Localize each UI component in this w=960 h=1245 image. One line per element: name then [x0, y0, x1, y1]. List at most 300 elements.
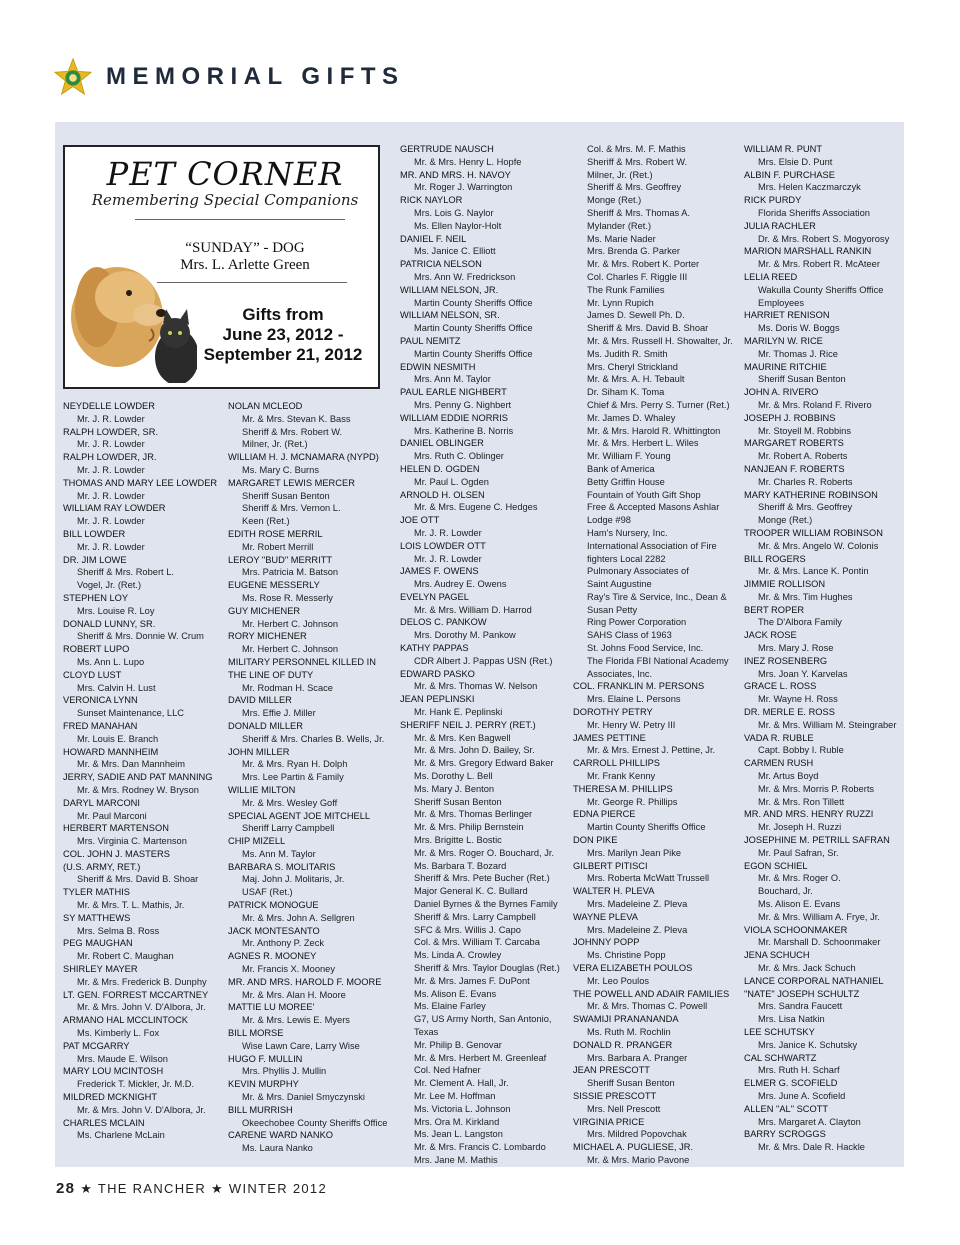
donor-name: Mr. & Mrs. Philip Bernstein	[414, 822, 524, 833]
honoree-name: INEZ ROSENBERG	[744, 655, 828, 666]
honoree-name: GILBERT PITISCI	[573, 860, 648, 871]
donor-name: Ms. Victoria L. Johnson	[414, 1103, 511, 1114]
honoree-name: MARION MARSHALL RANKIN	[744, 246, 872, 257]
donor-name: Free & Accepted Masons Ashlar	[587, 502, 720, 513]
donor-name: Mr. Robert C. Maughan	[77, 951, 174, 962]
donor-name: Mrs. Madeleine Z. Pleva	[587, 899, 688, 910]
honoree-name: CHARLES MCLAIN	[63, 1117, 145, 1128]
honoree-name: FRED MANAHAN	[63, 720, 138, 731]
honoree-name: EGON SCHIEL	[744, 860, 808, 871]
donor-name: Ms. Alison E. Evans	[758, 899, 841, 910]
honoree-name: DANIEL OBLINGER	[400, 438, 484, 449]
donor-name: Mrs. Brenda G. Parker	[587, 246, 680, 257]
donor-name: Wise Lawn Care, Larry Wise	[242, 1040, 360, 1051]
memorial-gifts-panel	[55, 122, 904, 1167]
donor-name: Mr. James D. Whaley	[587, 412, 676, 423]
donor-name: Mr. & Mrs. Roland F. Rivero	[758, 399, 872, 410]
donor-name: Sheriff & Mrs. Robert W.	[587, 156, 688, 167]
donor-name: Col. Ned Hafner	[414, 1065, 481, 1076]
honoree-name: WILLIAM EDDIE NORRIS	[400, 412, 508, 423]
honoree-name: PATRICIA NELSON	[400, 259, 482, 270]
donor-name: Sheriff & Mrs. Robert W.	[242, 426, 343, 437]
honoree-name: DAVID MILLER	[228, 695, 292, 706]
honoree-name: VADA R. RUBLE	[744, 732, 814, 743]
honoree-name: DANIEL F. NEIL	[400, 233, 467, 244]
honoree-name: MARY KATHERINE ROBINSON	[744, 489, 878, 500]
honoree-name: LELIA REED	[744, 271, 798, 282]
donor-name: Mr. & Mrs. Francis C. Lombardo	[414, 1142, 546, 1153]
honoree-name: JERRY, SADIE AND PAT MANNING	[63, 772, 213, 783]
donor-name: Ms. Mary C. Burns	[242, 464, 319, 475]
donor-name: Ms. Ruth M. Rochlin	[587, 1026, 671, 1037]
donor-name: St. Johns Food Service, Inc.	[587, 643, 704, 654]
honoree-name: SPECIAL AGENT JOE MITCHELL	[228, 810, 371, 821]
star-separator-icon: ★	[211, 1181, 224, 1196]
honoree-name: THOMAS AND MARY LEE LOWDER	[63, 477, 218, 488]
honoree-name: MARILYN W. RICE	[744, 335, 823, 346]
honoree-name: JACK ROSE	[744, 630, 797, 641]
donor-name: Florida Sheriffs Association	[758, 207, 870, 218]
donor-name: Mr. & Mrs. Dale R. Hackle	[758, 1142, 865, 1153]
honoree-name: JEAN PEPLINSKI	[400, 694, 475, 705]
honoree-name: PAUL NEMITZ	[400, 335, 461, 346]
honoree-name: LOIS LOWDER OTT	[400, 540, 486, 551]
donor-name: Mrs. Elaine L. Persons	[587, 694, 681, 705]
donor-name: Mr. Herbert C. Johnson	[242, 618, 339, 629]
donor-name: Saint Augustine	[587, 579, 652, 590]
donor-name: fighters Local 2282	[587, 553, 666, 564]
donor-name: Mr. & Mrs. Stevan K. Bass	[242, 413, 351, 424]
honoree-name: SISSIE PRESCOTT	[573, 1090, 657, 1101]
donor-name: Mr. Herbert C. Johnson	[242, 644, 339, 655]
honoree-name: JOE OTT	[400, 515, 440, 526]
honoree-name: CLOYD LUST	[63, 669, 122, 680]
honoree-name: RICK NAYLOR	[400, 195, 463, 206]
donor-name: Mr. & Mrs. John V. D'Albora, Jr.	[77, 1002, 206, 1013]
donor-name: Milner, Jr. (Ret.)	[242, 439, 308, 450]
donor-name: Mr. & Mrs. Frederick B. Dunphy	[77, 976, 207, 987]
honoree-name: JIMMIE ROLLISON	[744, 579, 826, 590]
donor-name: Mr. & Mrs. Herbert L. Wiles	[587, 438, 699, 449]
honoree-name: TROOPER WILLIAM ROBINSON	[744, 527, 883, 538]
donor-name: Mr. & Mrs. Ernest J. Pettine, Jr.	[587, 745, 716, 756]
pet-corner-gift-dates	[193, 305, 373, 365]
donor-name: Mr. & Mrs. Robert R. McAteer	[758, 259, 880, 270]
honoree-name: JENA SCHUCH	[744, 950, 810, 961]
honoree-name: HARRIET RENISON	[744, 310, 830, 321]
donor-name: Mr. J. R. Lowder	[77, 439, 145, 450]
donor-name: Mrs. Maude E. Wilson	[77, 1053, 168, 1064]
donor-name: Sheriff & Mrs. Pete Bucher (Ret.)	[414, 873, 550, 884]
donor-name: Mrs. Ruth H. Scharf	[758, 1065, 840, 1076]
donor-name: Mrs. Lisa Natkin	[758, 1014, 825, 1025]
memorial-column-3	[400, 143, 560, 1167]
honoree-name: SHERIFF NEIL J. PERRY (RET.)	[400, 719, 536, 730]
honoree-name: JULIA RACHLER	[744, 220, 816, 231]
donor-name: Betty Griffin House	[587, 476, 665, 487]
donor-name: Ms. Dorothy L. Bell	[414, 771, 493, 782]
donor-name: Ham's Nursery, Inc.	[587, 527, 668, 538]
donor-name: Mrs. Effie J. Miller	[242, 708, 316, 719]
honoree-name: BERT ROPER	[744, 604, 805, 615]
donor-name: Mr. & Mrs. Harold R. Whittington	[587, 425, 721, 436]
honoree-name: ARNOLD H. OLSEN	[400, 489, 485, 500]
honoree-name: VIRGINIA PRICE	[573, 1116, 645, 1127]
donor-name: The Runk Families	[587, 284, 665, 295]
donor-name: Mr. & Mrs. William D. Harrod	[414, 604, 532, 615]
honoree-name: WILLIE MILTON	[228, 784, 296, 795]
issue-name: WINTER 2012	[228, 1181, 327, 1196]
honoree-name: DR. JIM LOWE	[63, 554, 127, 565]
donor-name: Mrs. Madeleine Z. Pleva	[587, 924, 688, 935]
donor-name: Mr. & Mrs. Thomas Berlinger	[414, 809, 533, 820]
donor-name: Sheriff & Mrs. Thomas A.	[587, 207, 690, 218]
donor-name: Susan Petty	[587, 604, 638, 615]
donor-name: Mr. Charles R. Roberts	[758, 476, 853, 487]
donor-name: Monge (Ret.)	[758, 515, 813, 526]
honoree-name: BARRY SCROGGS	[744, 1129, 826, 1140]
donor-name: Mr. Clement A. Hall, Jr.	[414, 1078, 509, 1089]
honoree-name: JOHN A. RIVERO	[744, 387, 819, 398]
donor-name: Mr. & Mrs. Mario Pavone	[587, 1154, 690, 1165]
donor-name: Ms. Alison E. Evans	[414, 988, 497, 999]
honoree-name: ALLEN "AL" SCOTT	[744, 1103, 829, 1114]
donor-name: Sheriff & Mrs. Larry Campbell	[414, 911, 536, 922]
donor-name: Ray's Tire & Service, Inc., Dean &	[587, 591, 727, 602]
honoree-name: JAMES PETTINE	[573, 732, 646, 743]
honoree-name: ALBIN F. PURCHASE	[744, 169, 835, 180]
donor-name: Mrs. Cheryl Strickland	[587, 361, 678, 372]
dog-and-cat-illustration	[67, 237, 197, 383]
donor-name: Pulmonary Associates of	[587, 566, 689, 577]
donor-name: Mr. & Mrs. Thomas C. Powell	[587, 1001, 708, 1012]
donor-name: Mrs. Dorothy M. Pankow	[414, 630, 516, 641]
donor-name: Ms. Ann L. Lupo	[77, 656, 145, 667]
donor-name: Mr. & Mrs. Herbert M. Greenleaf	[414, 1052, 547, 1063]
donor-name: Mr. & Mrs. Alan H. Moore	[242, 989, 346, 1000]
donor-name: Fountain of Youth Gift Shop	[587, 489, 701, 500]
donor-name: Lodge #98	[587, 515, 631, 526]
honoree-name: JOHNNY POPP	[573, 937, 640, 948]
donor-name: Col. & Mrs. M. F. Mathis	[587, 144, 686, 154]
donor-name: Ms. Janice C. Elliott	[414, 246, 496, 257]
donor-name: Bouchard, Jr.	[758, 886, 813, 897]
donor-name: Mrs. Margaret A. Clayton	[758, 1116, 861, 1127]
honoree-name: EUGENE MESSERLY	[228, 580, 320, 591]
donor-name: Sheriff & Mrs. David B. Shoar	[587, 323, 709, 334]
donor-name: Associates, Inc.	[587, 668, 653, 679]
memorial-column-4	[573, 143, 733, 1167]
donor-name: Mr. & Mrs. William M. Steingraber	[758, 719, 897, 730]
honoree-name: WILLIAM NELSON, SR.	[400, 310, 500, 321]
donor-name: Mr. Robert A. Roberts	[758, 451, 848, 462]
honoree-name: NOLAN MCLEOD	[228, 401, 303, 411]
donor-name: Mr. Thomas J. Rice	[758, 348, 838, 359]
honoree-name: JOSEPH J. ROBBINS	[744, 412, 836, 423]
donor-name: G7, US Army North, San Antonio,	[414, 1014, 552, 1025]
honoree-name: WILLIAM RAY LOWDER	[63, 503, 166, 514]
honoree-name: LEROY "BUD" MERRITT	[228, 554, 333, 565]
honoree-name: MR. AND MRS. HAROLD F. MOORE	[228, 976, 382, 987]
honoree-name: KATHY PAPPAS	[400, 643, 469, 654]
donor-name: Mr. & Mrs. Wesley Goff	[242, 797, 338, 808]
donor-name: Mrs. Jane M. Mathis	[414, 1154, 498, 1165]
honoree-name: MR. AND MRS. HENRY RUZZI	[744, 809, 874, 820]
donor-name: Mr. & Mrs. Ken Bagwell	[414, 732, 511, 743]
donor-name: Ms. Christine Popp	[587, 950, 666, 961]
honoree-name: ELMER G. SCOFIELD	[744, 1078, 838, 1089]
donor-name: Ms. Charlene McLain	[77, 1130, 165, 1141]
donor-name: International Association of Fire	[587, 540, 717, 551]
honoree-name: WILLIAM NELSON, JR.	[400, 284, 499, 295]
pet-corner-subtitle: Remembering Special Companions	[91, 191, 359, 209]
donor-name: Mr. & Mrs. Dan Mannheim	[77, 759, 185, 770]
donor-name: Daniel Byrnes & the Byrnes Family	[414, 899, 558, 910]
honoree-name: GRACE L. ROSS	[744, 681, 817, 692]
donor-name: Mr. Louis E. Branch	[77, 733, 159, 744]
honoree-name: "NATE" JOSEPH SCHULTZ	[744, 988, 860, 999]
donor-name: Ms. Judith R. Smith	[587, 348, 668, 359]
honoree-name: PEG MAUGHAN	[63, 938, 133, 949]
honoree-name: MARY LOU MCINTOSH	[63, 1066, 164, 1077]
honoree-name: JACK MONTESANTO	[228, 925, 320, 936]
donor-name: Ms. Marie Nader	[587, 233, 656, 244]
honoree-name: VERA ELIZABETH POULOS	[573, 963, 693, 973]
donor-name: Mr. Frank Kenny	[587, 771, 656, 782]
honoree-name: HOWARD MANNHEIM	[63, 746, 159, 757]
honoree-name: BILL ROGERS	[744, 553, 806, 564]
honoree-name: RALPH LOWDER, SR.	[63, 426, 159, 437]
honoree-name: GERTRUDE NAUSCH	[400, 144, 494, 154]
gifts-line-3: September 21, 2012	[203, 345, 363, 364]
honoree-name: RICK PURDY	[744, 195, 802, 206]
honoree-name: HERBERT MARTENSON	[63, 823, 169, 834]
donor-name: Mr. J. R. Lowder	[77, 541, 145, 552]
donor-name: Mr. & Mrs. James F. DuPont	[414, 975, 530, 986]
honoree-name: MILITARY PERSONNEL KILLED IN	[228, 656, 376, 667]
donor-name: Mrs. Nell Prescott	[587, 1103, 661, 1114]
donor-name: Mrs. June A. Scofield	[758, 1090, 846, 1101]
donor-name: Dr. Siham K. Toma	[587, 387, 665, 398]
donor-name: Martin County Sheriffs Office	[414, 297, 533, 308]
donor-name: Wakulla County Sheriffs Office	[758, 284, 884, 295]
donor-name: Mr. & Mrs. Daniel Smyczynski	[242, 1092, 365, 1103]
donor-name: Mr. & Mrs. John A. Sellgren	[242, 912, 355, 923]
donor-name: Bank of America	[587, 463, 655, 474]
donor-name: Mrs. Patricia M. Batson	[242, 567, 339, 578]
donor-name: Frederick T. Mickler, Jr. M.D.	[77, 1079, 195, 1090]
memorial-column-1	[63, 400, 217, 1142]
donor-name: Mrs. Virginia C. Martenson	[77, 836, 187, 847]
donor-name: Mr. Paul L. Ogden	[414, 476, 489, 487]
donor-name: Mr. Artus Boyd	[758, 771, 819, 782]
honoree-name: AGNES R. MOONEY	[228, 951, 317, 962]
donor-name: Chief & Mrs. Perry S. Turner (Ret.)	[587, 399, 730, 410]
honoree-name: MARGARET ROBERTS	[744, 438, 844, 449]
honoree-name: VERONICA LYNN	[63, 695, 138, 706]
donor-name: Mrs. Elsie D. Punt	[758, 156, 833, 167]
donor-name: Mr. & Mrs. Tim Hughes	[758, 591, 853, 602]
donor-name: Monge (Ret.)	[587, 195, 642, 206]
donor-name: Mr. & Mrs. Thomas W. Nelson	[414, 681, 538, 692]
donor-name: Mrs. Louise R. Loy	[77, 605, 155, 616]
donor-name: Mr. & Mrs. Lewis E. Myers	[242, 1015, 350, 1026]
honoree-name: GUY MICHENER	[228, 605, 301, 616]
donor-name: Mrs. Selma B. Ross	[77, 925, 160, 936]
honoree-name: BILL MURRISH	[228, 1104, 293, 1115]
donor-name: Mylander (Ret.)	[587, 220, 652, 231]
donor-name: Mrs. Lee Partin & Family	[242, 772, 344, 783]
donor-name: Major General K. C. Bullard	[414, 886, 528, 897]
donor-name: Mr. J. R. Lowder	[77, 490, 145, 501]
donor-name: Keen (Ret.)	[242, 516, 290, 527]
honoree-name: BARBARA S. MOLITARIS	[228, 861, 336, 872]
donor-name: Mr. & Mrs. Roger O. Bouchard, Jr.	[414, 847, 555, 858]
star-separator-icon: ★	[80, 1181, 94, 1196]
honoree-name: THE POWELL AND ADAIR FAMILIES	[573, 988, 730, 999]
donor-name: CDR Albert J. Pappas USN (Ret.)	[414, 655, 553, 666]
honoree-name: DELOS C. PANKOW	[400, 617, 487, 628]
donor-name: Mr. Wayne H. Ross	[758, 694, 838, 705]
donor-name: Sheriff Susan Benton	[242, 490, 330, 501]
donor-name: Capt. Bobby I. Ruble	[758, 745, 844, 756]
honoree-name: MATTIE LU MOREE'	[228, 1002, 315, 1013]
honoree-name: COL. FRANKLIN M. PERSONS	[573, 681, 705, 692]
honoree-name: SHIRLEY MAYER	[63, 964, 138, 975]
donor-name: Mr. Marshall D. Schoonmaker	[758, 937, 881, 948]
donor-name: Col. & Mrs. William T. Carcaba	[414, 937, 540, 948]
donor-name: SAHS Class of 1963	[587, 630, 672, 641]
honoree-name: THERESA M. PHILLIPS	[573, 783, 673, 794]
honoree-name: ARMANO HAL MCCLINTOCK	[63, 1015, 189, 1026]
donor-name: Mr. & Mrs. Robert K. Porter	[587, 259, 700, 270]
honoree-name: WILLIAM H. J. MCNAMARA (NYPD)	[228, 452, 379, 463]
honoree-name: HUGO F. MULLIN	[228, 1053, 303, 1064]
donor-name: Mrs. Katherine B. Norris	[414, 425, 514, 436]
donor-name: Mr. Lee M. Hoffman	[414, 1090, 496, 1101]
honoree-name: EDWARD PASKO	[400, 668, 475, 679]
donor-name: Mrs. Calvin H. Lust	[77, 682, 156, 693]
honoree-name: PATRICK MONOGUE	[228, 900, 319, 911]
donor-name: Martin County Sheriffs Office	[414, 348, 533, 359]
donor-name: Mr. J. R. Lowder	[77, 413, 145, 424]
donor-name: Mr. & Mrs. Rodney W. Bryson	[77, 784, 199, 795]
donor-name: Mrs. Lois G. Naylor	[414, 207, 494, 218]
honoree-name: SY MATTHEWS	[63, 912, 131, 923]
donor-name: Mr. & Mrs. Roger O.	[758, 873, 841, 884]
donor-name: Sheriff & Mrs. Robert L.	[77, 567, 174, 578]
donor-name: Mr. J. R. Lowder	[77, 464, 145, 475]
donor-name: Mr. & Mrs. William A. Frye, Jr.	[758, 911, 880, 922]
donor-name: Mrs. Janice K. Schutsky	[758, 1039, 858, 1050]
honoree-name: DON PIKE	[573, 835, 618, 846]
honoree-name: NEYDELLE LOWDER	[63, 401, 155, 411]
donor-name: Martin County Sheriffs Office	[414, 323, 533, 334]
donor-name: Mrs. Sandra Faucett	[758, 1001, 843, 1012]
donor-name: Ms. Mary J. Benton	[414, 783, 495, 794]
donor-name: Ring Power Corporation	[587, 617, 687, 628]
donor-name: Mrs. Audrey E. Owens	[414, 579, 507, 590]
honoree-name: LEE SCHUTSKY	[744, 1026, 815, 1037]
donor-name: Mr. & Mrs. Angelo W. Colonis	[758, 540, 879, 551]
honoree-name: WILLIAM R. PUNT	[744, 144, 822, 154]
honoree-name: ROBERT LUPO	[63, 644, 130, 655]
donor-name: Sheriff Larry Campbell	[242, 823, 335, 834]
donor-name: Mr. & Mrs. Gregory Edward Baker	[414, 758, 554, 769]
donor-name: Dr. & Mrs. Robert S. Mogyorosy	[758, 233, 890, 244]
honoree-name: PAUL EARLE NIGHBERT	[400, 387, 507, 398]
donor-name: Col. Charles F. Riggle III	[587, 271, 688, 282]
honoree-name: EDNA PIERCE	[573, 809, 636, 820]
honoree-name: DONALD MILLER	[228, 720, 303, 731]
donor-name: Sheriff & Mrs. Geoffrey	[587, 182, 682, 193]
memorial-column-5	[744, 143, 896, 1154]
donor-name: Mr. & Mrs. Henry L. Hopfe	[414, 156, 522, 167]
donor-name: Ms. Jean L. Langston	[414, 1129, 503, 1140]
gifts-line-1: Gifts from	[242, 305, 324, 324]
donor-name: Mrs. Barbara A. Pranger	[587, 1052, 688, 1063]
donor-name: Mr. William F. Young	[587, 451, 671, 462]
donor-name: Ms. Laura Nanko	[242, 1143, 313, 1154]
honoree-name: MICHAEL A. PUGLIESE, JR.	[573, 1142, 694, 1153]
donor-name: Mrs. Marilyn Jean Pike	[587, 847, 682, 858]
honoree-name: STEPHEN LOY	[63, 592, 129, 603]
donor-name: Mr. George R. Phillips	[587, 796, 678, 807]
donor-name: Mr. & Mrs. Lance K. Pontin	[758, 566, 869, 577]
honoree-name: DOROTHY PETRY	[573, 707, 653, 718]
honoree-name: DONALD LUNNY, SR.	[63, 618, 156, 629]
donor-name: Sunset Maintenance, LLC	[77, 708, 184, 719]
donor-name: Mrs. Brigitte L. Bostic	[414, 835, 502, 846]
honoree-name: JOSEPHINE M. PETRILL SAFRAN	[744, 835, 890, 846]
donor-name: Sheriff Susan Benton	[414, 796, 502, 807]
pet-corner-divider	[135, 219, 345, 220]
donor-name: Mr. Stoyell M. Robbins	[758, 425, 852, 436]
donor-name: Ms. Ann M. Taylor	[242, 848, 316, 859]
publication-name: THE RANCHER	[97, 1181, 207, 1196]
donor-name: SFC & Mrs. Willis J. Capo	[414, 924, 521, 935]
donor-name: Mrs. Phyllis J. Mullin	[242, 1066, 327, 1077]
honoree-name: CHIP MIZELL	[228, 836, 286, 847]
donor-name: Mr. Paul Safran, Sr.	[758, 847, 839, 858]
page-header	[54, 57, 405, 97]
donor-name: Sheriff & Mrs. David B. Shoar	[77, 874, 199, 885]
donor-name: Ms. Kimberly L. Fox	[77, 1028, 160, 1039]
donor-name: Mrs. Ruth C. Oblinger	[414, 451, 504, 462]
gifts-line-2: June 23, 2012 -	[222, 325, 344, 344]
honoree-name: WAYNE PLEVA	[573, 911, 638, 922]
honoree-name: BILL MORSE	[228, 1028, 284, 1039]
donor-name: Martin County Sheriffs Office	[587, 822, 706, 833]
donor-name: Mrs. Joan Y. Karvelas	[758, 668, 848, 679]
donor-name: Mr. & Mrs. Morris P. Roberts	[758, 783, 875, 794]
donor-name: Texas	[414, 1026, 439, 1037]
donor-name: USAF (Ret.)	[242, 887, 293, 898]
honoree-name: MILDRED MCKNIGHT	[63, 1092, 158, 1103]
honoree-name: LANCE CORPORAL NATHANIEL	[744, 975, 884, 986]
honoree-name: HELEN D. OGDEN	[400, 463, 480, 474]
donor-name: Okeechobee County Sheriffs Office	[242, 1117, 388, 1128]
donor-name: Mr. Robert Merrill	[242, 541, 314, 552]
pet-name-line: “SUNDAY” - DOG	[185, 240, 305, 256]
donor-name: Mrs. Mildred Popovchak	[587, 1129, 687, 1140]
honoree-name: EDWIN NESMITH	[400, 361, 476, 372]
donor-name: Mr. Lynn Rupich	[587, 297, 654, 308]
donor-name: Mr. Henry W. Petry III	[587, 719, 676, 730]
donor-name: Mr. Anthony P. Zeck	[242, 938, 324, 949]
honoree-name: JAMES F. OWENS	[400, 566, 479, 577]
pet-owner-line: Mrs. L. Arlette Green	[180, 257, 310, 273]
